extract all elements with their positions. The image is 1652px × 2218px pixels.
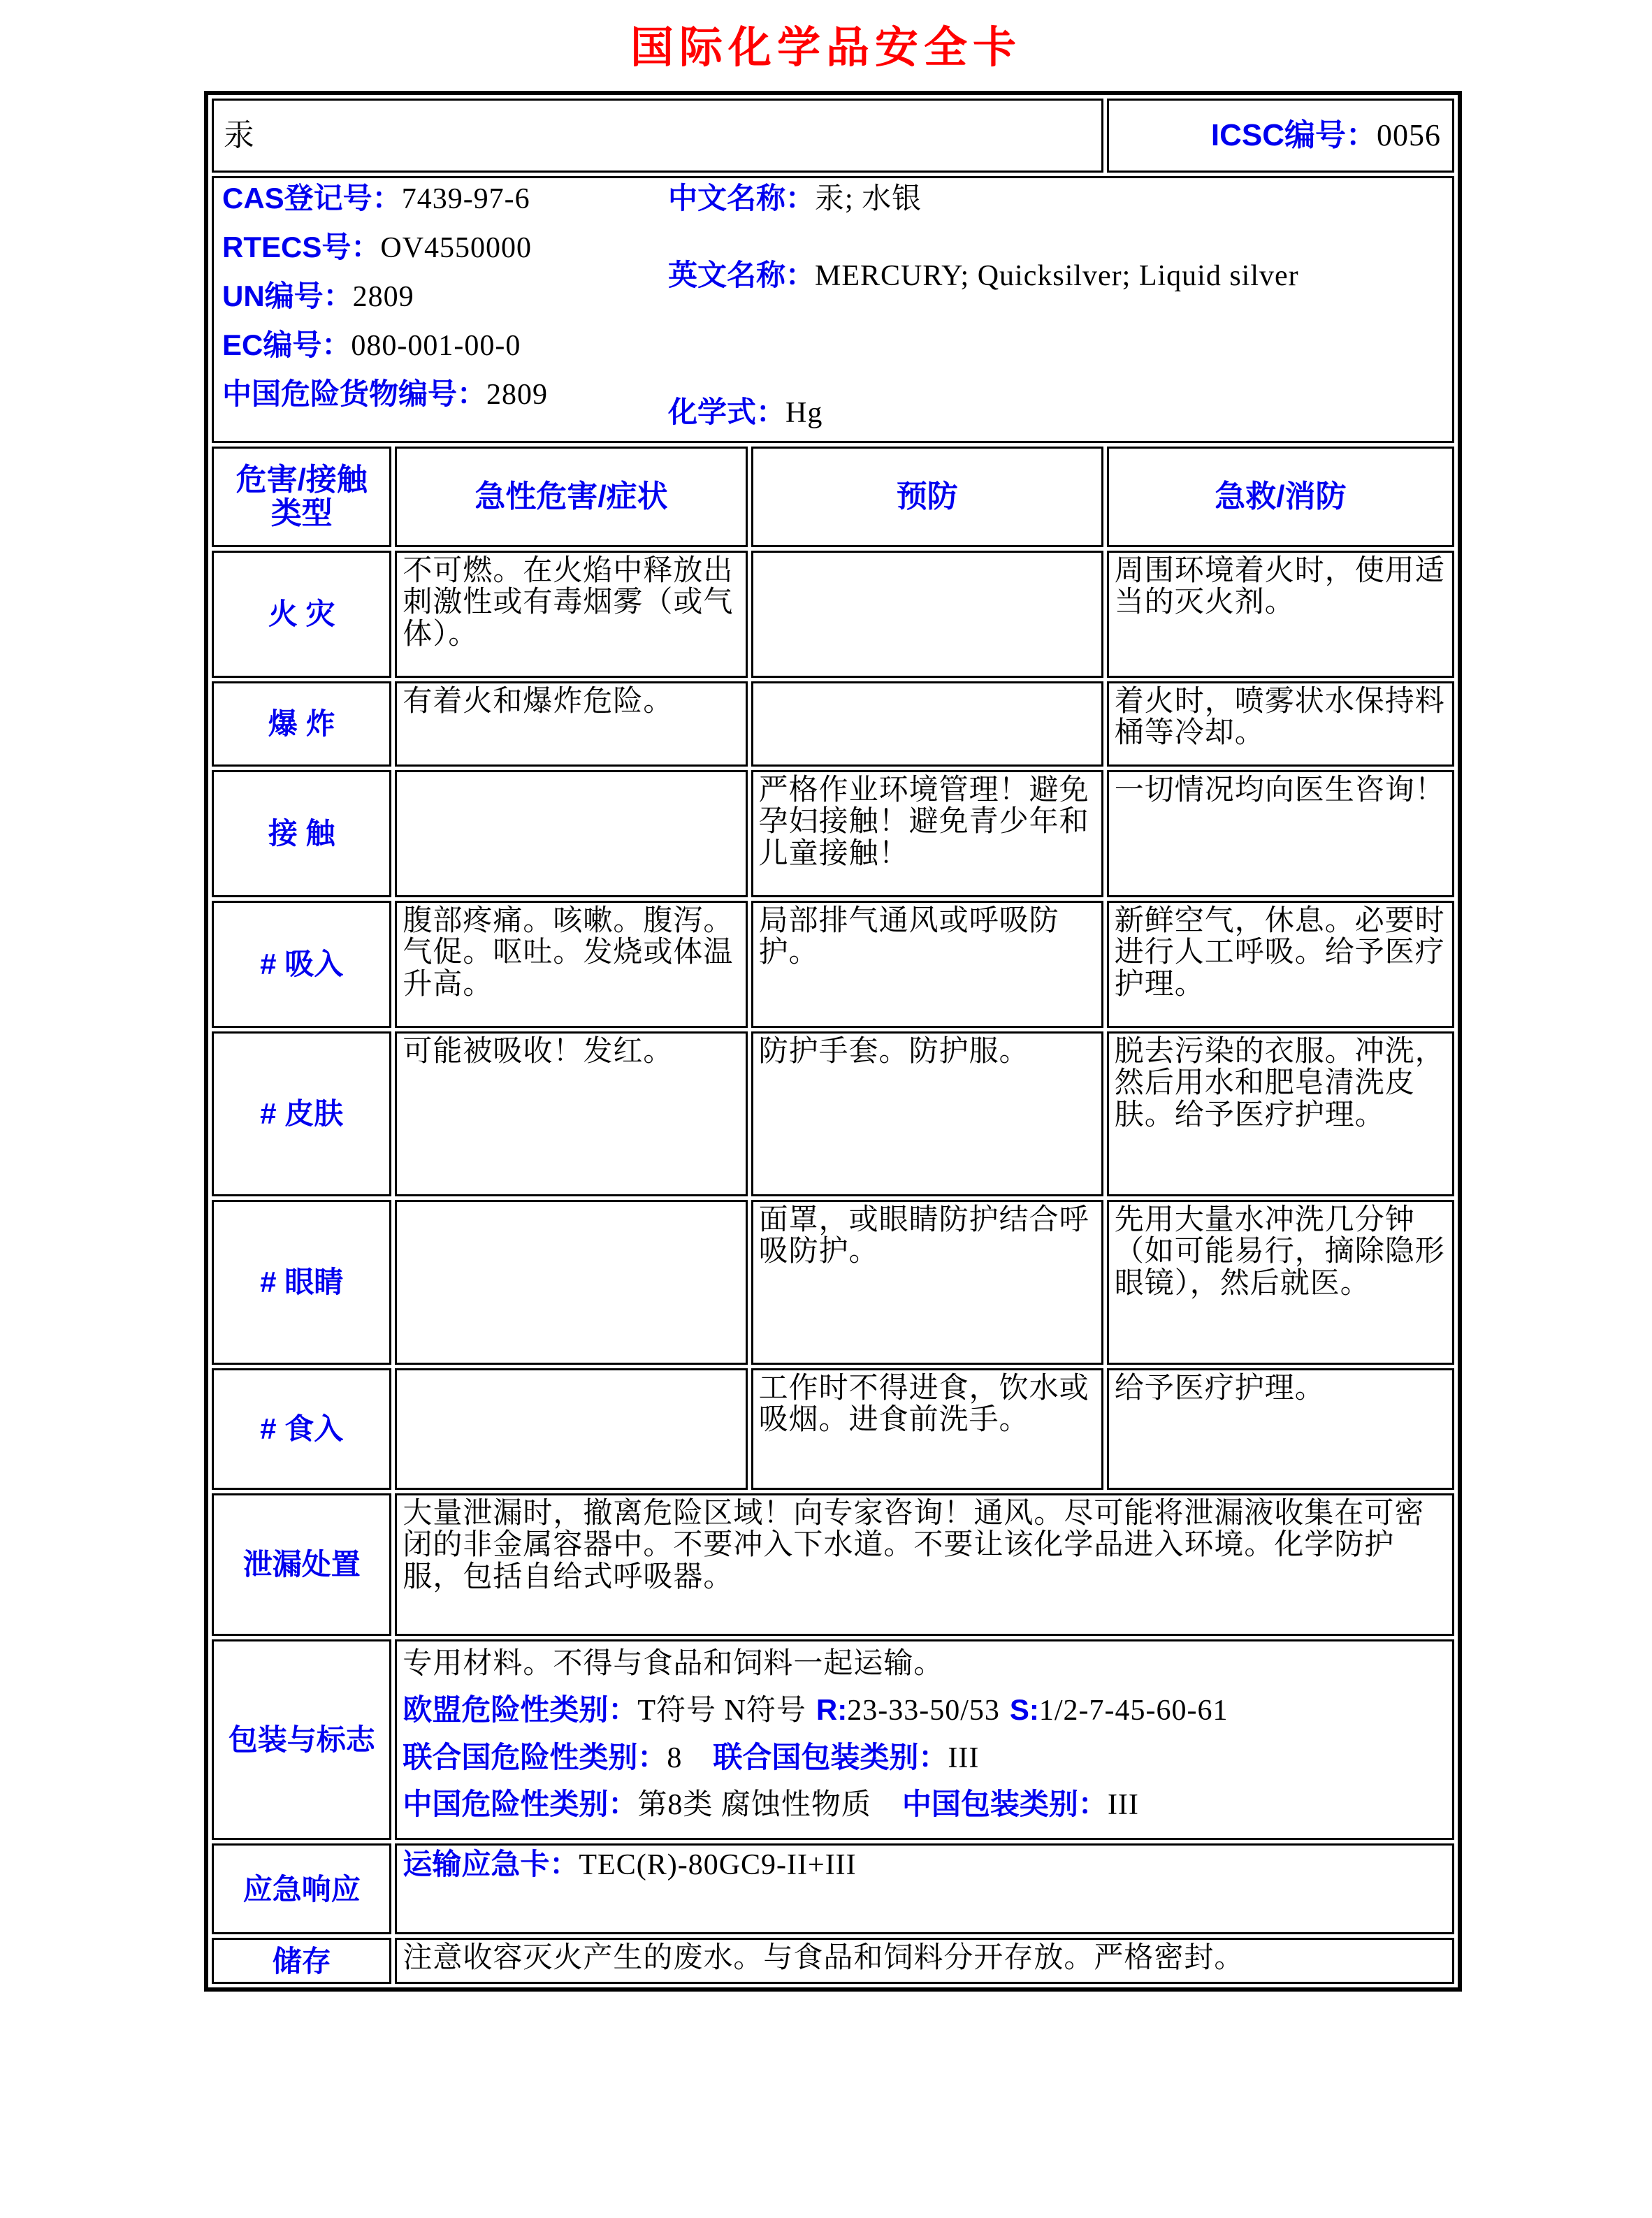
row-label-inhalation: # 吸入 xyxy=(212,901,391,1028)
icsc-card-table xyxy=(204,91,1462,1992)
row-label-contact: 接 触 xyxy=(212,770,391,897)
cas-number-line xyxy=(222,182,530,215)
formula-label: 化学式： xyxy=(668,396,786,428)
cas-number-label: CAS登记号： xyxy=(222,182,402,215)
header-first-aid: 急救/消防 xyxy=(1107,447,1454,547)
cn-packing-group-label: 中国包装类别： xyxy=(901,1788,1108,1821)
english-name-label: 英文名称： xyxy=(668,259,816,291)
header-symptoms: 急性危害/症状 xyxy=(395,447,747,547)
un-number-line xyxy=(222,280,414,313)
r-phrases-label: R: xyxy=(816,1693,848,1727)
storage-text-cell: 注意收容灭火产生的废水。与食品和饲料分开存放。严格密封。 xyxy=(395,1938,1454,1984)
un-packing-group-value: III xyxy=(948,1741,980,1774)
eyes-row xyxy=(212,1200,1454,1365)
ec-number-label: EC编号： xyxy=(222,328,352,361)
chinese-name-label: 中文名称： xyxy=(668,182,816,215)
un-packing-group-label: 联合国包装类别： xyxy=(713,1740,948,1774)
substance-name-text: 汞 xyxy=(224,118,255,153)
storage-row xyxy=(212,1938,1454,1984)
fire-symptoms-cell: 不可燃。在火焰中释放出刺激性或有毒烟雾（或气体）。 xyxy=(395,551,747,678)
transport-card-label: 运输应急卡： xyxy=(403,1848,579,1881)
row-label-explosion: 爆 炸 xyxy=(212,681,391,767)
row-label-ingestion: # 食入 xyxy=(212,1368,391,1490)
row-label-skin: # 皮肤 xyxy=(212,1031,391,1196)
header-hazard-type-line2: 类型 xyxy=(270,496,333,530)
contact-prevention-cell: 严格作业环境管理！避免孕妇接触！避免青少年和儿童接触！ xyxy=(751,770,1103,897)
contact-row xyxy=(212,770,1454,897)
cn-hazard-class-label: 中国危险性类别： xyxy=(403,1788,638,1821)
icsc-number-label: ICSC编号： xyxy=(1210,118,1377,153)
rtecs-number-label: RTECS号： xyxy=(222,231,381,263)
fire-first-aid-cell: 周围环境着火时，使用适当的灭火剂。 xyxy=(1107,551,1454,678)
ec-number-line xyxy=(222,329,521,362)
eyes-prevention-cell: 面罩，或眼睛防护结合呼吸防护。 xyxy=(751,1200,1103,1365)
packaging-cell xyxy=(395,1639,1454,1840)
row-label-fire: 火 灾 xyxy=(212,551,391,678)
page-title: 国际化学品安全卡 xyxy=(630,24,1022,72)
cn-hazard-class-value: 第8类 腐蚀性物质 xyxy=(637,1789,871,1822)
row-label-eyes: # 眼睛 xyxy=(212,1200,391,1365)
header-hazard-type-line1: 危害/接触 xyxy=(236,463,368,498)
row-label-storage: 储存 xyxy=(212,1938,391,1984)
english-name-line xyxy=(668,259,1299,292)
inhalation-symptoms-cell: 腹部疼痛。咳嗽。腹泻。气促。呕吐。发烧或体温升高。 xyxy=(395,901,747,1028)
ingestion-prevention-cell: 工作时不得进食，饮水或吸烟。进食前洗手。 xyxy=(751,1368,1103,1490)
inhalation-prevention-cell: 局部排气通风或呼吸防护。 xyxy=(751,901,1103,1028)
identity-row xyxy=(212,176,1454,443)
explosion-row xyxy=(212,681,1454,767)
packaging-material-line: 专用材料。不得与食品和饲料一起运输。 xyxy=(403,1648,944,1680)
eu-hazard-symbols: T符号 N符号 xyxy=(637,1695,806,1727)
explosion-first-aid-cell: 着火时，喷雾状水保持料桶等冷却。 xyxy=(1107,681,1454,767)
un-hazard-class-label: 联合国危险性类别： xyxy=(403,1740,667,1774)
ingestion-first-aid-cell: 给予医疗护理。 xyxy=(1107,1368,1454,1490)
explosion-prevention-cell xyxy=(751,681,1103,767)
chinese-name-value: 汞; 水银 xyxy=(815,183,922,215)
ingestion-row xyxy=(212,1368,1454,1490)
english-name-value: MERCURY; Quicksilver; Liquid silver xyxy=(815,260,1299,292)
substance-name xyxy=(212,99,1103,173)
cn-class-line xyxy=(403,1788,1447,1821)
skin-prevention-cell: 防护手套。防护服。 xyxy=(751,1031,1103,1196)
inhalation-row xyxy=(212,901,1454,1028)
row-label-emergency: 应急响应 xyxy=(212,1843,391,1934)
rtecs-number-value: OV4550000 xyxy=(380,232,532,264)
row-label-spillage: 泄漏处置 xyxy=(212,1493,391,1636)
r-phrases-value: 23-33-50/53 xyxy=(847,1695,1000,1727)
china-dg-number-line xyxy=(222,378,548,411)
fire-prevention-cell xyxy=(751,551,1103,678)
formula-line xyxy=(668,396,823,429)
icsc-number-value: 0056 xyxy=(1377,118,1441,153)
eu-hazard-class-label: 欧盟危险性类别： xyxy=(403,1693,638,1727)
un-class-line xyxy=(403,1741,1447,1774)
ingestion-symptoms-cell xyxy=(395,1368,747,1490)
s-phrases-value: 1/2-7-45-60-61 xyxy=(1038,1695,1229,1727)
row-label-packaging: 包装与标志 xyxy=(212,1639,391,1840)
header-prevention: 预防 xyxy=(751,447,1103,547)
skin-symptoms-cell: 可能被吸收！发红。 xyxy=(395,1031,747,1196)
header-hazard-type xyxy=(212,447,391,547)
skin-first-aid-cell: 脱去污染的衣服。冲洗，然后用水和肥皂清洗皮肤。给予医疗护理。 xyxy=(1107,1031,1454,1196)
eyes-first-aid-cell: 先用大量水冲洗几分钟（如可能易行，摘除隐形眼镜），然后就医。 xyxy=(1107,1200,1454,1365)
icsc-number-cell xyxy=(1107,99,1454,173)
identity-cell xyxy=(212,176,1454,443)
inhalation-first-aid-cell: 新鲜空气，休息。必要时进行人工呼吸。给予医疗护理。 xyxy=(1107,901,1454,1028)
substance-row xyxy=(212,99,1454,173)
un-number-value: 2809 xyxy=(352,281,414,313)
s-phrases-label: S: xyxy=(1009,1693,1039,1727)
cn-packing-group-value: III xyxy=(1107,1789,1139,1822)
eu-hazard-class-line xyxy=(403,1694,1447,1727)
eyes-symptoms-cell xyxy=(395,1200,747,1365)
cas-number-value: 7439-97-6 xyxy=(401,183,530,215)
un-number-label: UN编号： xyxy=(222,280,353,312)
chinese-name-line xyxy=(668,182,922,215)
spillage-row xyxy=(212,1493,1454,1636)
china-dg-number-label: 中国危险货物编号： xyxy=(222,377,487,410)
packaging-row xyxy=(212,1639,1454,1840)
spillage-text-cell: 大量泄漏时，撤离危险区域！向专家咨询！通风。尽可能将泄漏液收集在可密闭的非金属容器中。不要冲入下水道。不要让该化学品进入环境。化学防护服，包括自给式呼吸器。 xyxy=(395,1493,1454,1636)
column-header-row xyxy=(212,447,1454,547)
rtecs-number-line xyxy=(222,231,532,264)
explosion-symptoms-cell: 有着火和爆炸危险。 xyxy=(395,681,747,767)
fire-row xyxy=(212,551,1454,678)
formula-value: Hg xyxy=(785,397,823,429)
emergency-row xyxy=(212,1843,1454,1934)
contact-first-aid-cell: 一切情况均向医生咨询！ xyxy=(1107,770,1454,897)
un-hazard-class-value: 8 xyxy=(667,1741,683,1774)
skin-row xyxy=(212,1031,1454,1196)
ec-number-value: 080-001-00-0 xyxy=(351,330,521,362)
contact-symptoms-cell xyxy=(395,770,747,897)
emergency-cell xyxy=(395,1843,1454,1934)
transport-card-value: TEC(R)-80GC9-II+III xyxy=(579,1849,857,1882)
china-dg-number-value: 2809 xyxy=(486,379,549,411)
